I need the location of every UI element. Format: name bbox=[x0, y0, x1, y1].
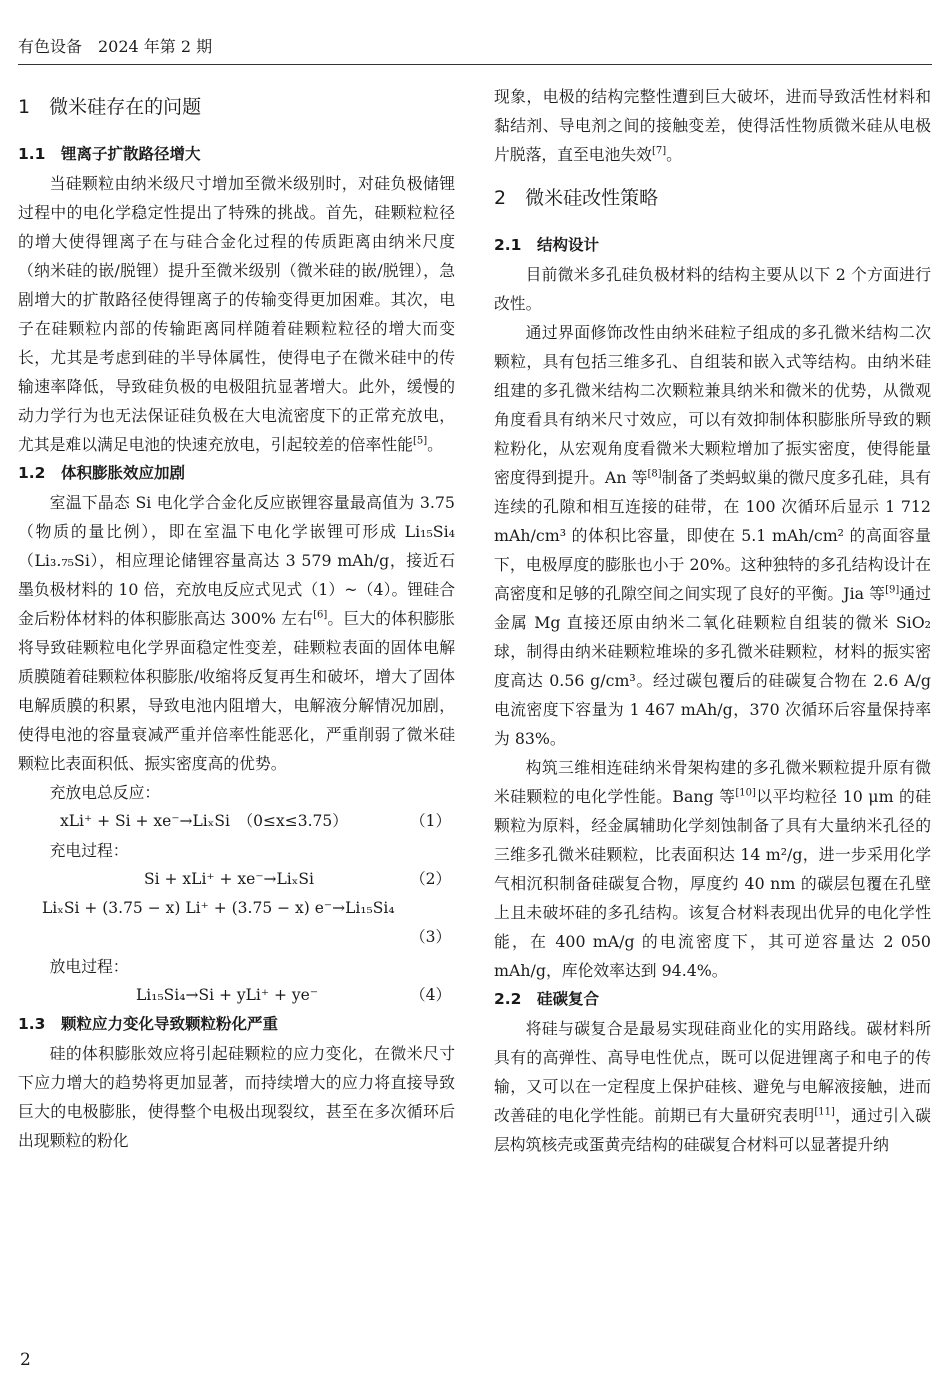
label-discharge: 放电过程： bbox=[49, 957, 129, 976]
equation-2: Si + xLi⁺ + xe⁻→LiₓSi （2） bbox=[18, 865, 455, 894]
section-2-1-paragraph-2: 通过界面修饰改性由纳米硅粒子组成的多孔微米结构二次颗粒，具有包括三维多孔、自组装和嵌入式等结构。由纳米硅组建的多孔微米结构二次颗粒兼具纳米和微米的优势，从微观角度看具有纳米尺寸效应，可以有效抑制体积膨胀所导致的颗粒粉化，从宏观角度看微米大颗粒增加了振实密度，使得能量密度得到提升。An 等[8]制备了类蚂蚁巢的微尺度多孔硅，具有连续的孔隙和相互连接的硅带，在 100 次循环后显示 1 712 mAh/cm³ 的体积比容量，即使在 5.1 mAh/cm² 的高面容量下，电极厚度的膨胀也小于 20%。这种独特的多孔结构设计在高密度和足够的孔隙空间之间实现了良好的平衡。Jia 等[9]通过金属 Mg 直接还原由纳米二氧化硅颗粒自组装的微米 SiO₂ 球，制得由纳米硅颗粒堆垛的多孔微米硅颗粒，材料的振实密度高达 0.56 g/cm³。经过碳包覆后的硅碳复合物在 2.6 A/g 电流密度下容量为 1 467 mAh/g，370 次循环后容量保持率为 83%。 bbox=[494, 323, 931, 748]
section-1-2-paragraph: 室温下晶态 Si 电化学合金化反应嵌锂容量最高值为 3.75（物质的量比例），即在室温下电化学嵌锂可形成 Li₁₅Si₄（Li₃.₇₅Si），相应理论储锂容量高达 3 579 mAh/g，接近石墨负极材料的 10 倍，充放电反应式见式（1）~（4）。锂硅合金后粉体材料的体积膨胀高达 300% 左右[6]。巨大的体积膨胀将导致硅颗粒电化学界面稳定性变差，硅颗粒表面的固体电解质膜随着硅颗粒体积膨胀/收缩将反复再生和破坏，增大了固体电解质膜的积累，导致电池内阻增大，电解液分解情况加剧，使得电池的容量衰减严重并倍率性能恶化，严重削弱了微米硅颗粒比表面积低、振实密度高的优势。 bbox=[18, 493, 455, 773]
section-2-title: 2 微米硅改性策略 bbox=[494, 187, 659, 209]
section-1-title: 1 微米硅存在的问题 bbox=[18, 96, 202, 118]
citation-10: [10] bbox=[735, 787, 756, 799]
left-column bbox=[18, 82, 455, 1155]
equation-1-number: （1） bbox=[410, 812, 451, 830]
header-rule bbox=[18, 64, 932, 65]
section-2-1-paragraph-1: 目前微米多孔硅负极材料的结构主要从以下 2 个方面进行改性。 bbox=[494, 265, 931, 313]
section-1-3-title: 1.3 颗粒应力变化导致颗粒粉化严重 bbox=[18, 1015, 278, 1033]
section-2-1-paragraph-3: 构筑三维相连硅纳米骨架构建的多孔微米颗粒提升原有微米硅颗粒的电化学性能。Bang 等[10]以平均粒径 10 μm 的硅颗粒为原料，经金属辅助化学刻蚀制备了具有大量纳米孔径的三维多孔微米硅颗粒，比表面积达 14 m²/g，进一步采用化学气相沉积制备硅碳复合物，厚度约 40 nm 的碳层包覆在孔壁上且未破坏硅的多孔结构。该复合材料表现出优异的电化学性能，在 400 mA/g 的电流密度下，其可逆容量达 2 050 mAh/g，库伦效率达到 94.4%。 bbox=[494, 758, 931, 980]
equation-3: LiₓSi + (3.75 − x) Li⁺ + (3.75 − x) e⁻→Li₁₅Si₄ bbox=[42, 899, 395, 917]
section-1-2-title: 1.2 体积膨胀效应加剧 bbox=[18, 464, 185, 482]
equation-4: Li₁₅Si₄→Si + yLi⁺ + ye⁻ （4） bbox=[18, 981, 455, 1010]
citation-9: [9] bbox=[885, 584, 900, 596]
citation-7: [7] bbox=[651, 145, 667, 157]
citation-6: [6] bbox=[313, 609, 328, 621]
page-number: 2 bbox=[20, 1350, 31, 1370]
equation-3-number: （3） bbox=[410, 928, 451, 946]
equation-2-number: （2） bbox=[410, 870, 451, 888]
citation-11: [11] bbox=[814, 1106, 835, 1118]
section-2-2-title: 2.2 硅碳复合 bbox=[494, 990, 599, 1008]
equation-1: xLi⁺ + Si + xe⁻→LiₓSi （0≤x≤3.75） （1） bbox=[18, 807, 455, 836]
section-2-1-title: 2.1 结构设计 bbox=[494, 236, 599, 254]
label-total-reaction: 充放电总反应： bbox=[49, 783, 161, 802]
equation-4-number: （4） bbox=[410, 986, 451, 1004]
section-1-1-title: 1.1 锂离子扩散路径增大 bbox=[18, 145, 201, 163]
equation-3-number-line bbox=[18, 923, 455, 952]
right-column bbox=[494, 82, 931, 1159]
label-charge: 充电过程： bbox=[49, 841, 129, 860]
continued-paragraph: 现象，电极的结构完整性遭到巨大破坏，进而导致活性材料和黏结剂、导电剂之间的接触变差，使得活性物质微米硅从电极片脱落，直至电池失效[7]。 bbox=[494, 87, 931, 164]
journal-header: 有色设备 2024 年第 2 期 bbox=[18, 37, 213, 56]
section-1-1-paragraph: 当硅颗粒由纳米级尺寸增加至微米级别时，对硅负极储锂过程中的电化学稳定性提出了特殊的挑战。首先，硅颗粒粒径的增大使得锂离子在与硅合金化过程的传质距离由纳米尺度（纳米硅的嵌/脱锂）提升至微米级别（微米硅的嵌/脱锂），急剧增大的扩散路径使得锂离子的传输变得更加困难。其次，电子在硅颗粒内部的传输距离同样随着硅颗粒粒径的增大而变长，尤其是考虑到硅的半导体属性，使得电子在微米硅中的传输速率降低，导致硅负极的电极阻抗显著增大。此外，缓慢的动力学行为也无法保证硅负极在大电流密度下的正常充放电，尤其是难以满足电池的快速充放电，引起较差的倍率性能[5]。 bbox=[18, 174, 455, 454]
citation-8: [8] bbox=[647, 468, 662, 480]
citation-5: [5] bbox=[412, 435, 428, 447]
section-1-3-paragraph: 硅的体积膨胀效应将引起硅颗粒的应力变化，在微米尺寸下应力增大的趋势将更加显著，而持续增大的应力将直接导致巨大的电极膨胀，使得整个电极出现裂纹，甚至在多次循环后出现颗粒的粉化 bbox=[18, 1044, 455, 1150]
section-2-2-paragraph: 将硅与碳复合是最易实现硅商业化的实用路线。碳材料所具有的高弹性、高导电性优点，既可以促进锂离子和电子的传输，又可以在一定程度上保护硅核、避免与电解液接触，进而改善硅的电化学性能。前期已有大量研究表明[11]，通过引入碳层构筑核壳或蛋黄壳结构的硅碳复合材料可以显著提升纳 bbox=[494, 1019, 931, 1154]
